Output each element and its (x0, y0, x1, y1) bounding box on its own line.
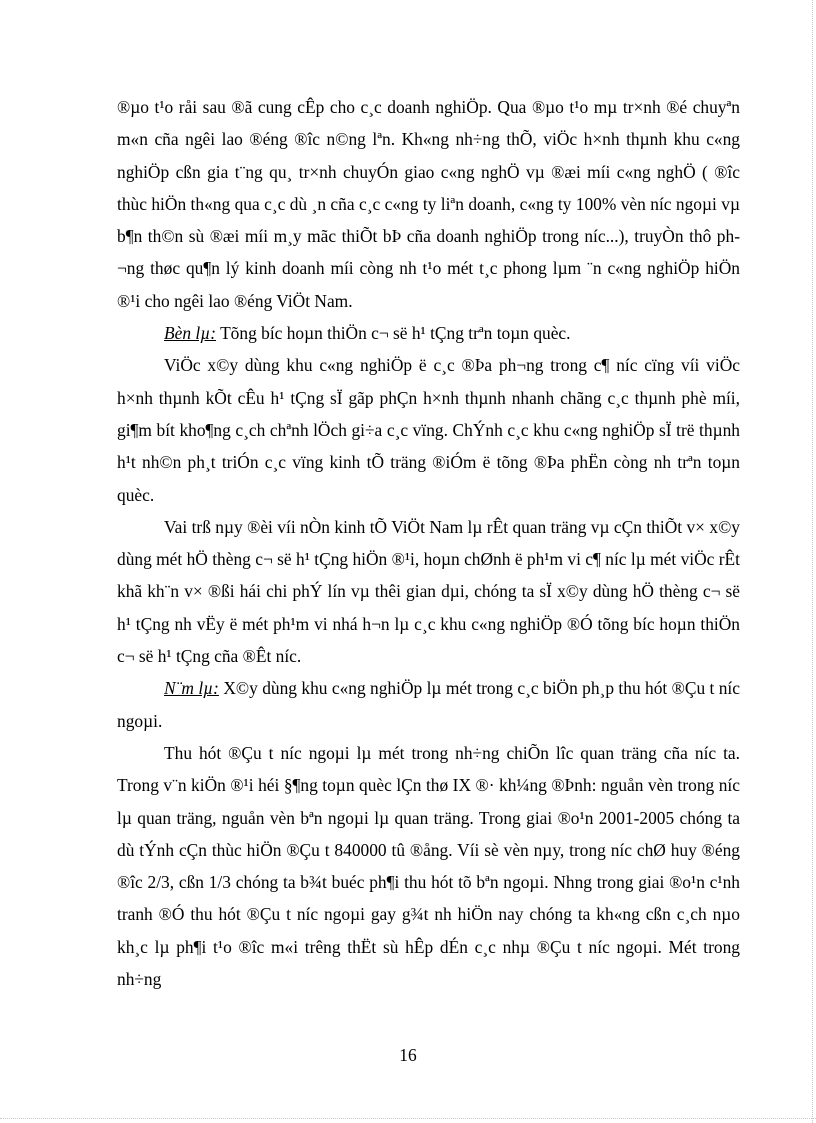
paragraph-text: ®µo t¹o råi sau ®ã cung cÊp cho c¸c doanh nghiÖp. Qua ®µo t¹o mµ tr×nh ®é chuyªn m«n cña ngêi lao ®éng ®îc n©ng lªn. Kh«ng nh÷ng thÕ, viÖc h×nh thµnh khu c«ng nghiÖp cßn gia t¨ng qu¸ tr×nh chuyÓn giao c«ng nghÖ vµ ®æi míi c«ng nghÖ ( ®îc thùc hiÖn th«ng qua c¸c dù ¸n cña c¸c c«ng ty liªn doanh, c«ng ty 100% vèn níc ngoµi vµ b¶n th©n sù ®æi míi m¸y mãc thiÕt bÞ cña doanh nghiÖp trong níc...), truyÒn thô ph¬ng thøc qu¶n lý kinh doanh míi còng nh t¹o mét t¸c phong lµm ¨n c«ng nghiÖp hiÖn ®¹i cho ngêi lao ®éng ViÖt Nam. (117, 97, 740, 311)
page-right-border (812, 0, 813, 1123)
point-five-heading: X©y dùng khu c«ng nghiÖp lµ mét trong c¸c biÖn ph¸p thu hót ®Çu t níc ngoµi. (117, 678, 740, 731)
paragraph-continuation (117, 91, 740, 317)
page-number: 16 (399, 1045, 417, 1065)
paragraph-foreign-investment (117, 737, 740, 995)
paragraph-text: Thu hót ®Çu t níc ngoµi lµ mét trong nh÷ng chiÕn lîc quan träng cña níc ta. Trong v¨n kiÖn ®¹i héi §¶ng toµn quèc lÇn thø IX ®· kh¼ng ®Þnh: nguån vèn trong níc lµ quan träng, nguån vèn bªn ngoµi lµ quan träng. Trong giai ®o¹n 2001-2005 chóng ta dù tÝnh cÇn thùc hiÖn ®Çu t 840000 tû ®ång. Víi sè vèn nµy, trong níc chØ huy ®éng ®îc 2/3, cßn 1/3 chóng ta b¾t buéc ph¶i thu hót tõ bªn ngoµi. Nhng trong giai ®o¹n c¹nh tranh ®Ó thu hót ®Çu t níc ngoµi gay g¾t nh hiÖn nay chóng ta kh«ng cßn c¸ch nµo kh¸c lµ ph¶i t¹o ®îc m«i trêng thËt sù hÊp dÉn c¸c nhµ ®Çu t níc ngoµi. Mét trong nh÷ng (117, 742, 740, 990)
document-body (117, 91, 740, 995)
paragraph-text: ViÖc x©y dùng khu c«ng nghiÖp ë c¸c ®Þa ph¬ng trong c¶ níc cïng víi viÖc h×nh thµnh kÕt cÊu h¹ tÇng sÏ gãp phÇn h×nh thµnh nhanh chãng c¸c thµnh phè míi, gi¶m bít kho¶ng c¸ch chªnh lÖch gi÷a c¸c vïng. ChÝnh c¸c khu c«ng nghiÖp sÏ trë thµnh h¹t nh©n ph¸t triÓn c¸c vïng kinh tÕ träng ®iÓm ë tõng ®Þa phËn còng nh trªn toµn quèc. (117, 355, 740, 505)
point-five-label: N¨m lµ: (164, 678, 219, 699)
point-four-heading: Tõng bíc hoµn thiÖn c¬ së h¹ tÇng trªn toµn quèc. (216, 323, 571, 344)
paragraph-point-four (117, 317, 740, 349)
paragraph-text: Vai trß nµy ®èi víi nÒn kinh tÕ ViÖt Nam lµ rÊt quan träng vµ cÇn thiÕt v× x©y dùng mét hÖ thèng c¬ së h¹ tÇng hiÖn ®¹i, hoµn chØnh ë ph¹m vi c¶ níc lµ mét viÖc rÊt khã kh¨n v× ®ßi hái chi phÝ lín vµ thêi gian dµi, chóng ta sÏ x©y dùng hÖ thèng c¬ së h¹ tÇng nh vËy ë mét ph¹m vi nhá h¬n lµ c¸c khu c«ng nghiÖp ®Ó tõng bíc hoµn thiÖn c¬ së h¹ tÇng cña ®Êt níc. (117, 516, 740, 667)
page-bottom-border (0, 1118, 816, 1119)
point-four-label: Bèn lµ: (164, 323, 217, 344)
paragraph-point-five (117, 672, 740, 737)
paragraph-industrial-zones (117, 349, 740, 510)
paragraph-infrastructure-role (117, 511, 740, 672)
